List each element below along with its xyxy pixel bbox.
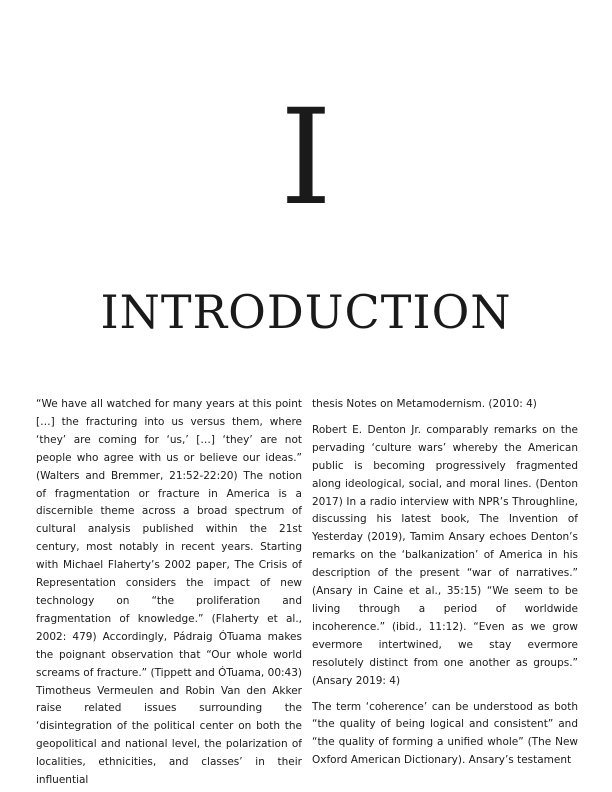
chapter-title: INTRODUCTION bbox=[100, 285, 512, 339]
body-paragraph: The term ‘coherence’ can be understood as both “the quality of being logical and consistent” and “the quality of forming a unified whole” (The New Oxford American Dictionary). Ansary’s testament bbox=[312, 700, 578, 767]
chapter-numeral: I bbox=[279, 81, 333, 235]
body-paragraph: thesis Notes on Metamodernism. (2010: 4) bbox=[312, 398, 537, 410]
body-paragraph: Robert E. Denton Jr. comparably remarks on the pervading ‘culture wars’ whereby the American public is becoming progressively fragmented along ideological, social, and moral lines. (Denton 2017) In a radio interview with NPR’s Throughline, discussing his latest book, The Invention of Yesterday (2019), Tamim Ansary echoes Denton’s remarks on the ‘balkanization’ of America in his description of the present “war of narratives.” (Ansary in Caine et al., 35:15) “We seem to be living through a period of worldwide incoherence.” (ibid., 11:12). “Even as we grow evermore intertwined, we stay evermore resolutely distinct from one another as groups.” (Ansary 2019: 4) bbox=[312, 423, 578, 687]
right-text-column bbox=[312, 396, 578, 788]
body-paragraph: “We have all watched for many years at this point […] the fracturing into us versus them, where ‘they’ are coming for ‘us,’ […] ‘they’ are not people who agree with us or believe our ideas.” (Walters and Bremmer, 21:52-22:20) The notion of fragmentation or fracture in America is a discernible theme across a broad spectrum of cultural analysis published within the 21st century, most notably in recent years. Starting with Michael Flaherty’s 2002 paper, The Crisis of Representation considers the impact of new technology on “the proliferation and fragmentation of knowledge.” (Flaherty et al., 2002: 479) Accordingly, Pádraig ÓTuama makes the poignant observation that “Our whole world screams of fracture.” (Tippett and ÓTuama, 00:43) Timotheus Vermeulen and Robin Van den Akker raise related issues surrounding the ‘disintegration of the political center on both the geopolitical and national level, the polarization of localities, ethnicities, and classes’ in their influential bbox=[36, 398, 302, 787]
left-text-column bbox=[36, 396, 302, 788]
